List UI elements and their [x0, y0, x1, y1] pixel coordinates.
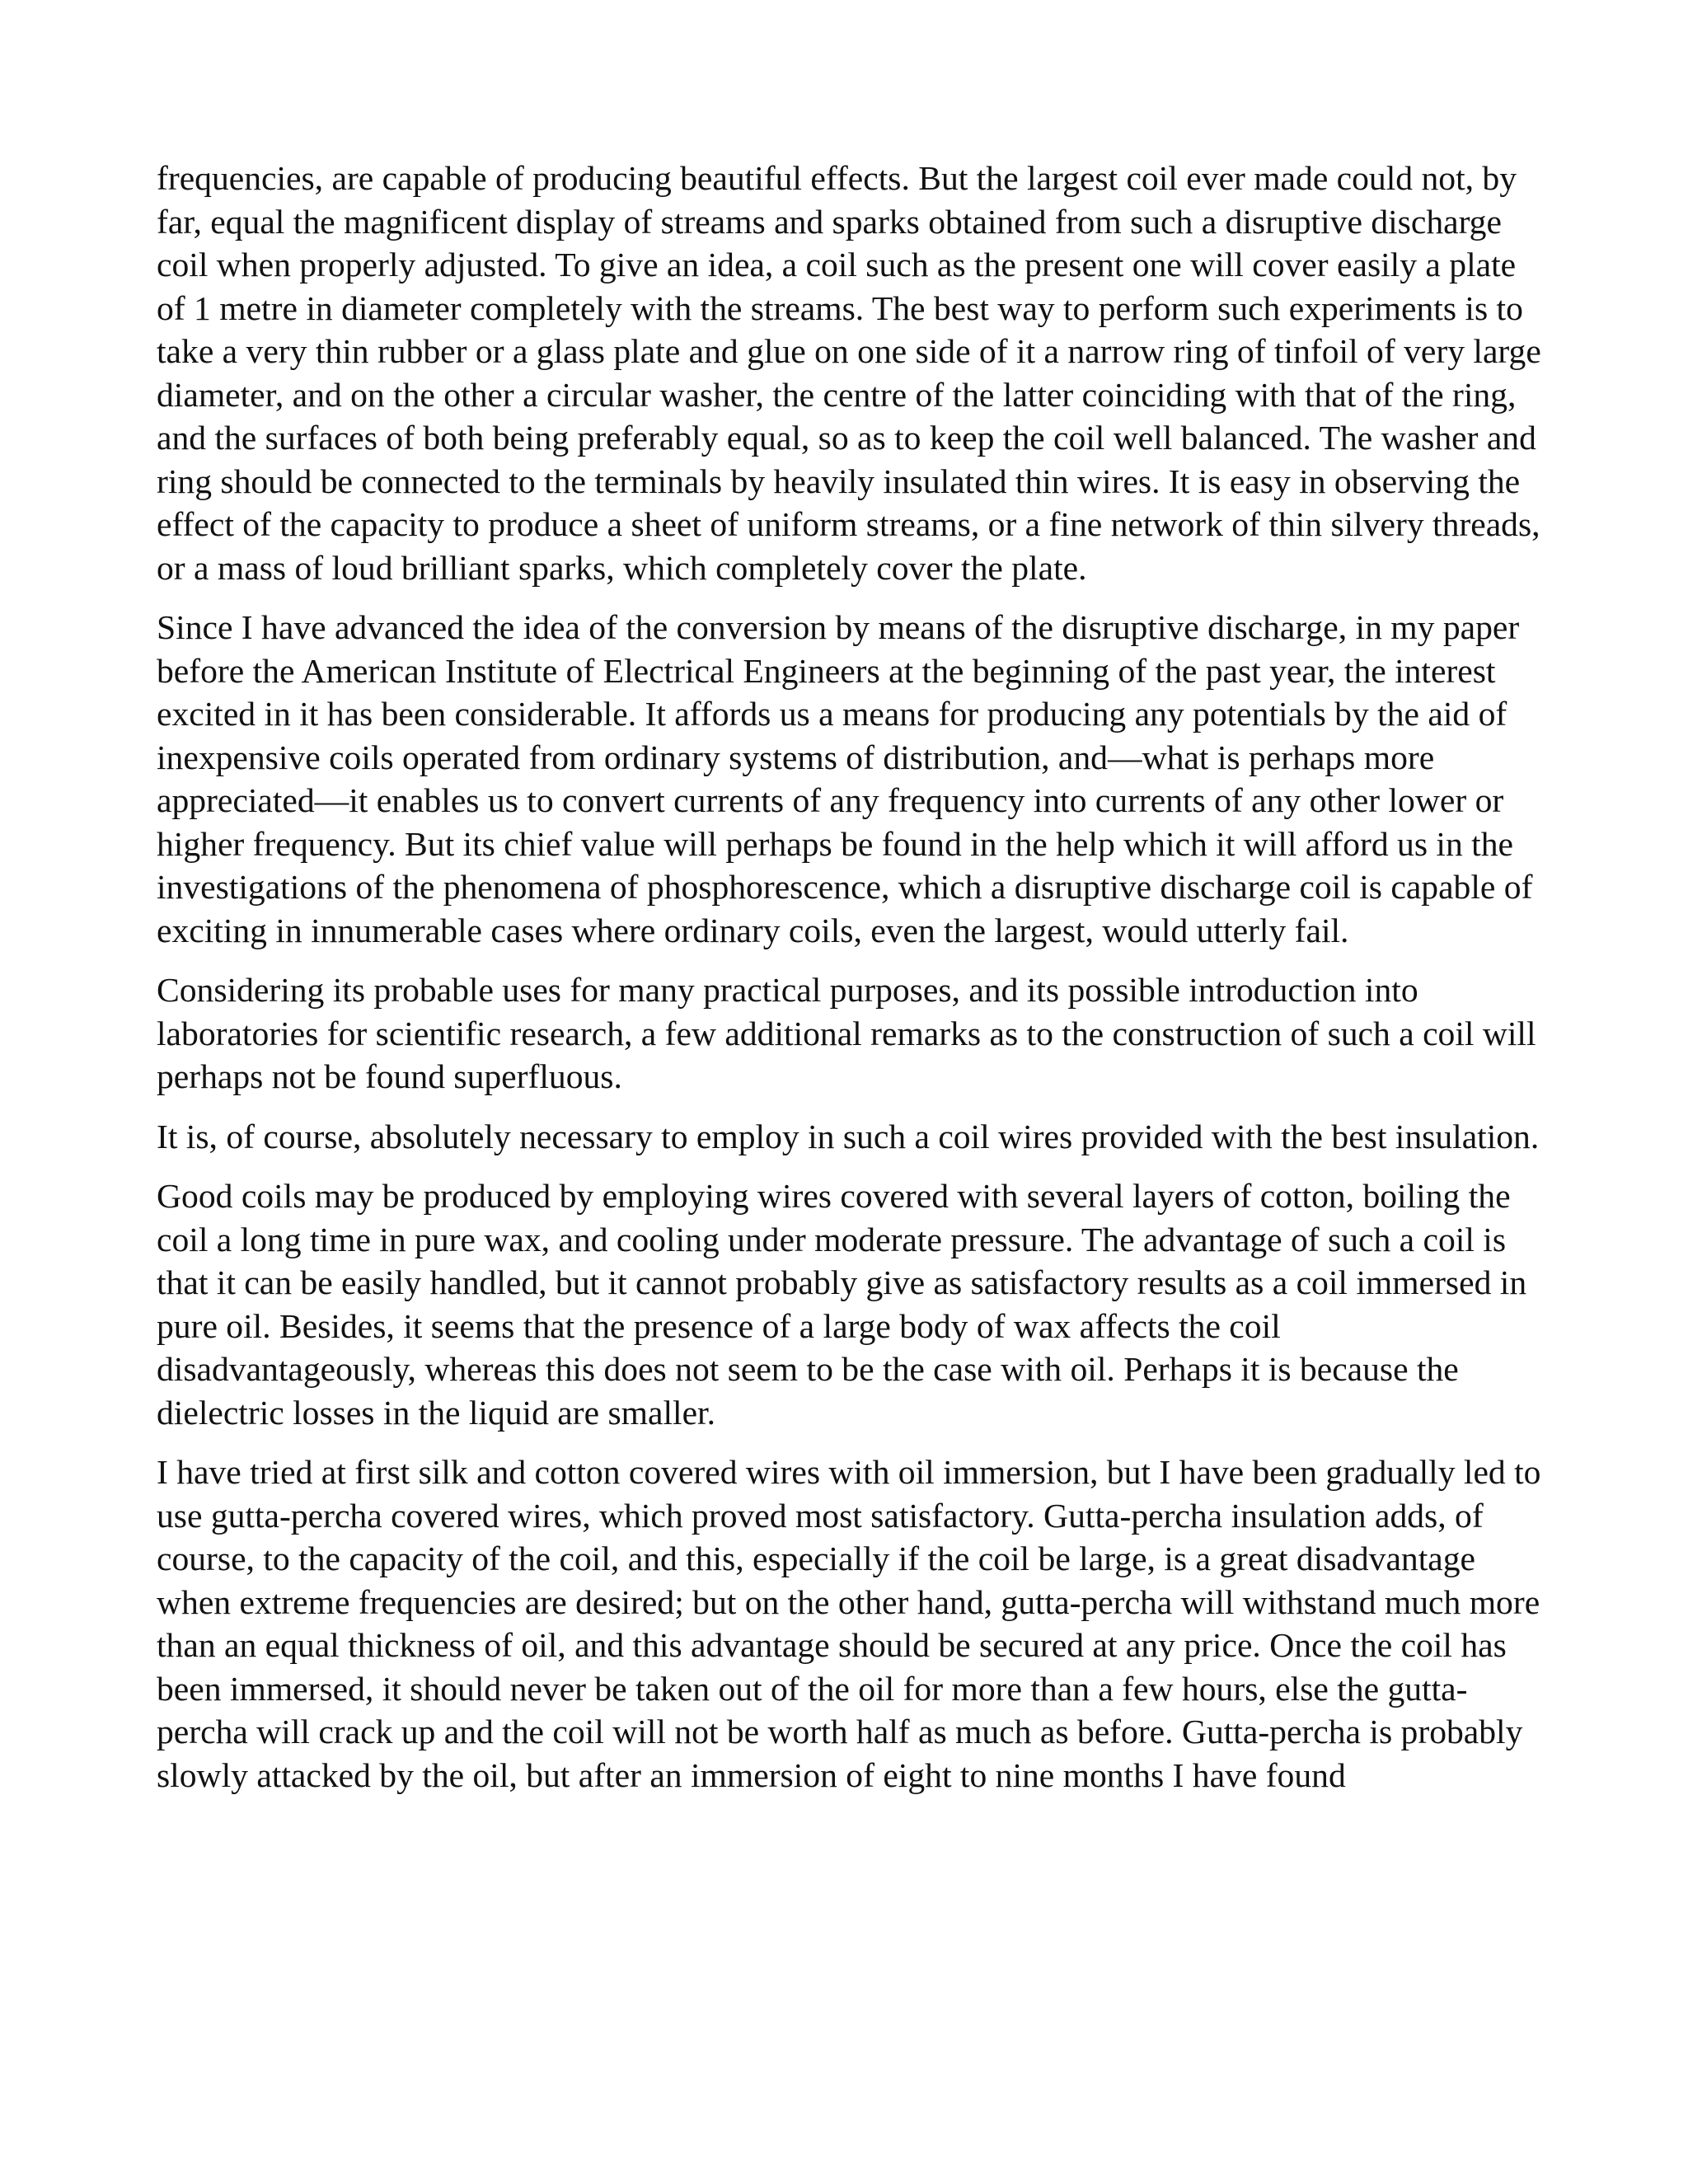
document-page	[157, 157, 1541, 1813]
paragraph-5: Good coils may be produced by employing wires covered with several layers of cotton, boiling the coil a long time in pure wax, and cooling under moderate pressure. The advantage of such a coil is that it can be easily handled, but it cannot probably give as satisfactory results as a coil immersed in pure oil. Besides, it seems that the presence of a large body of wax affects the coil disadvantageously, whereas this does not seem to be the case with oil. Perhaps it is because the dielectric losses in the liquid are smaller.	[157, 1177, 1527, 1432]
paragraph-4: It is, of course, absolutely necessary to employ in such a coil wires provided with the best insulation.	[157, 1117, 1540, 1155]
paragraph-1: frequencies, are capable of producing beautiful effects. But the largest coil ever made could not, by far, equal the magnificent display of streams and sparks obtained from such a disruptive discharge coil when properly adjusted. To give an idea, a coil such as the present one will cover easily a plate of 1 metre in diameter completely with the streams. The best way to perform such experiments is to take a very thin rubber or a glass plate and glue on one side of it a narrow ring of tinfoil of very large diameter, and on the other a circular washer, the centre of the latter coinciding with that of the ring, and the surfaces of both being preferably equal, so as to keep the coil well balanced. The washer and ring should be connected to the terminals by heavily insulated thin wires. It is easy in observing the effect of the capacity to produce a sheet of uniform streams, or a fine network of thin silvery threads, or a mass of loud brilliant sparks, which completely cover the plate.	[157, 159, 1541, 587]
paragraph-2: Since I have advanced the idea of the conversion by means of the disruptive discharge, in my paper before the American Institute of Electrical Engineers at the beginning of the past year, the interest excited in it has been considerable. It affords us a means for producing any potentials by the aid of inexpensive coils operated from ordinary systems of distribution, and—what is perhaps more appreciated—it enables us to convert currents of any frequency into currents of any other lower or higher frequency. But its chief value will perhaps be found in the help which it will afford us in the investigations of the phenomena of phosphorescence, which a disruptive discharge coil is capable of exciting in innumerable cases where ordinary coils, even the largest, would utterly fail.	[157, 608, 1533, 949]
paragraph-3: Considering its probable uses for many practical purposes, and its possible introduction into laboratories for scientific research, a few additional remarks as to the construction of such a coil will perhaps not be found superfluous.	[157, 971, 1536, 1095]
paragraph-6: I have tried at first silk and cotton covered wires with oil immersion, but I have been gradually led to use gutta-percha covered wires, which proved most satisfactory. Gutta-percha insulation adds, of course, to the capacity of the coil, and this, especially if the coil be large, is a great disadvantage when extreme frequencies are desired; but on the other hand, gutta-percha will withstand much more than an equal thickness of oil, and this advantage should be secured at any price. Once the coil has been immersed, it should never be taken out of the oil for more than a few hours, else the gutta-percha will crack up and the coil will not be worth half as much as before. Gutta-percha is probably slowly attacked by the oil, but after an immersion of eight to nine months I have found	[157, 1453, 1541, 1794]
